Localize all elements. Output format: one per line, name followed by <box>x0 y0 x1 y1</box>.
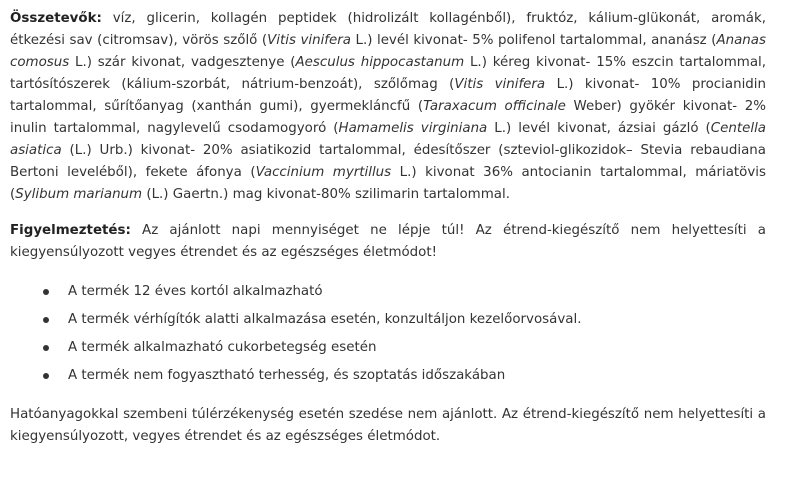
latin-name: Sylibum marianum <box>15 187 143 202</box>
latin-name: Taraxacum officinale <box>423 99 566 114</box>
bullet-icon <box>43 289 49 295</box>
list-item <box>10 334 766 362</box>
warning-label: Figyelmeztetés: <box>10 223 131 238</box>
ingredient-text-segment: L.) levél kivonat, ázsiai gázló ( <box>487 121 711 136</box>
latin-name: Vitis vinifera <box>454 77 546 92</box>
ingredients-text <box>10 11 766 202</box>
list-item-text: A termék alkalmazható cukorbetegség esetén <box>68 340 377 355</box>
latin-name: Ananas comosus <box>10 33 766 70</box>
warning-text: Az ajánlott napi mennyiséget ne lépje túl! Az étrend-kiegészítő nem helyettesíti a kiegyensúlyozott vegyes étrendet és az egészséges életmódot! <box>10 223 766 260</box>
ingredient-text-segment: L.) kéreg kivonat- 15% eszcin tartalommal, tartósítószerek (kálium-szorbát, nátrium-benzoát), szőlőmag ( <box>10 55 766 92</box>
ingredient-text-segment: víz, glicerin, kollagén peptidek (hidrolizált kollagénből), fruktóz, kálium-glükonát, aromák, étkezési sav (citromsav), vörös szőlő ( <box>10 11 766 48</box>
bullet-icon <box>43 317 49 323</box>
ingredient-text-segment: L.) levél kivonat- 5% polifenol tartalommal, ananász ( <box>350 33 717 48</box>
latin-name: Vaccinium myrtillus <box>255 165 392 180</box>
list-item <box>10 306 766 334</box>
list-item <box>10 278 766 306</box>
ingredient-text-segment: L.) szár kivonat, vadgesztenye ( <box>69 55 296 70</box>
usage-notes-list <box>10 278 766 390</box>
latin-name: Aesculus hippocastanum <box>295 55 465 70</box>
warning-paragraph <box>10 220 766 264</box>
latin-name: Centella asiatica <box>10 121 766 158</box>
bullet-icon <box>43 373 49 379</box>
ingredients-label: Összetevők: <box>10 11 102 26</box>
ingredient-text-segment: (L.) Urb.) kivonat- 20% asiatikozid tartalommal, édesítőszer (szteviol-glikozidok– Stevia rebaudiana Bertoni leveléből), fekete áfonya ( <box>10 143 766 180</box>
latin-name: Hamamelis virginiana <box>338 121 488 136</box>
ingredient-text-segment: Weber) gyökér kivonat- 2% inulin tartalommal, nagylevelű csodamogyoró ( <box>10 99 767 136</box>
ingredients-paragraph <box>10 8 766 206</box>
list-item-text: A termék 12 éves kortól alkalmazható <box>68 284 323 299</box>
ingredient-text-segment: L.) kivonat 36% antocianin tartalommal, máriatövis ( <box>10 165 766 202</box>
bullet-icon <box>43 345 49 351</box>
list-item <box>10 362 766 390</box>
list-item-text: A termék nem fogyasztható terhesség, és szoptatás időszakában <box>68 368 506 383</box>
latin-name: Vitis vinifera <box>267 33 351 48</box>
product-description <box>10 8 766 448</box>
list-item-text: A termék vérhígítók alatti alkalmazása esetén, konzultáljon kezelőorvosával. <box>68 312 582 327</box>
sensitivity-note: Hatóanyagokkal szembeni túlérzékenység esetén szedése nem ajánlott. Az étrend-kiegészítő nem helyettesíti a kiegyensúlyozott, vegyes étrendet és az egészséges életmódot. <box>10 407 766 444</box>
ingredient-text-segment: L.) kivonat- 10% procianidin tartalommal, sűrítőanyag (xanthán gumi), gyermekláncfű ( <box>10 77 767 114</box>
ingredient-text-segment: (L.) Gaertn.) mag kivonat-80% szilimarin tartalommal. <box>142 187 510 202</box>
